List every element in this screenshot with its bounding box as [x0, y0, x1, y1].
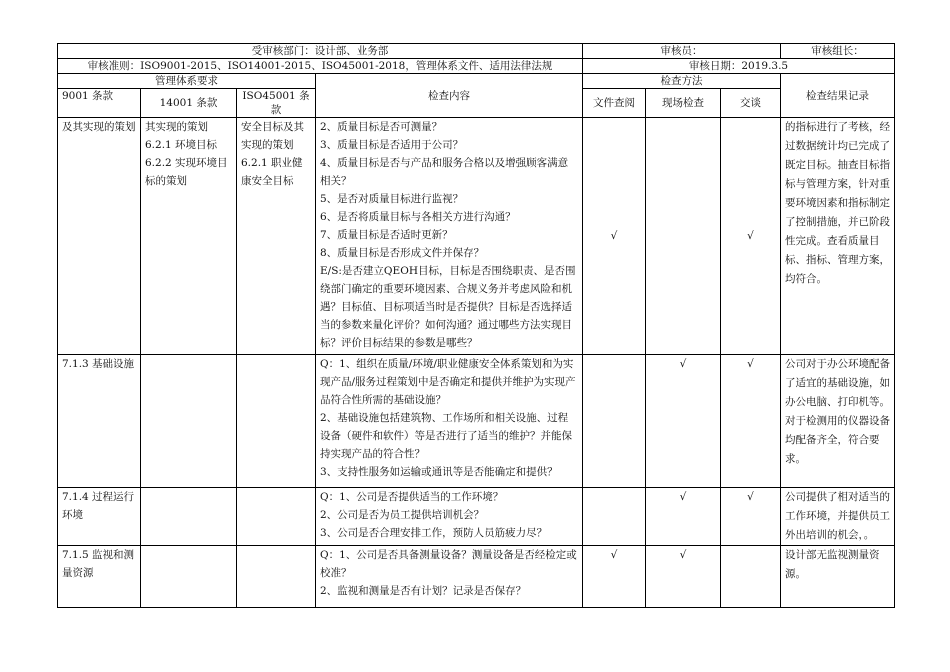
clause-14001: 其实现的策划 6.2.1 环境目标 6.2.2 实现环境目标的策划 [141, 118, 237, 355]
table-row [58, 488, 895, 546]
date-label: 审核日期： [688, 60, 742, 72]
criteria-value: ISO9001-2015、ISO14001-2015、ISO45001-2018，管理体系文件、适用法律法规 [140, 60, 553, 72]
result-record: 公司对于办公环境配备了适宜的基础设施，如办公电脑、打印机等。对于检测用的仪器设备均配备齐全，符合要求。 [781, 355, 895, 488]
site-check-mark: √ [646, 488, 721, 546]
criteria-cell [58, 59, 583, 74]
col-45001-header: ISO45001 条款 [237, 89, 316, 118]
content-line: 2、基础设施包括建筑物、工作场所和相关设施、过程设备（硬件和软件）等是否进行了适当的维护？并能保持实现产品的符合性？ [320, 412, 572, 460]
dept-value: 设计部、业务部 [314, 45, 389, 57]
content-line: Q：1、公司是否提供适当的工作环境？ [320, 491, 504, 503]
site-check-mark: √ [646, 355, 721, 488]
check-content [316, 355, 583, 488]
interview-mark: √ [721, 118, 781, 355]
clause-9001: 及其实现的策划 [58, 118, 141, 355]
content-line: 3、公司是否合理安排工作，预防人员筋疲力尽？ [320, 527, 548, 539]
result-record: 公司提供了相对适当的工作环境，并提供员工外出培训的机会，。 [781, 488, 895, 546]
date-value: 2019.3.5 [741, 60, 789, 72]
interview-mark: √ [721, 488, 781, 546]
column-group-row [58, 74, 895, 89]
method-group-header: 检查方法 [583, 74, 781, 89]
doc-review-header: 文件查阅 [583, 89, 646, 118]
header-row-criteria [58, 59, 895, 74]
clause-14001 [141, 355, 237, 488]
interview-header: 交谈 [721, 89, 781, 118]
date-cell [583, 59, 895, 74]
content-line: Q：1、公司是否具备测量设备？测量设备是否经检定或校准？ [320, 549, 577, 579]
doc-review-mark: √ [583, 118, 646, 355]
dept-cell [58, 44, 583, 59]
auditor-label: 审核员： [660, 45, 703, 57]
site-check-mark [646, 118, 721, 355]
doc-review-mark [583, 355, 646, 488]
clause-9001: 7.1.5 监视和测量资源 [58, 546, 141, 608]
interview-mark [721, 546, 781, 608]
requirements-group-header: 管理体系要求 [58, 74, 316, 89]
dept-label: 受审核部门： [251, 45, 315, 57]
content-line: 3、质量目标是否适用于公司？ [320, 139, 464, 151]
content-line: 3、支持性服务如运输或通讯等是否能确定和提供？ [320, 466, 558, 478]
content-line: 2、监视和测量是否有计划？记录是否保存？ [320, 585, 527, 597]
check-content [316, 118, 583, 355]
clause-45001: 安全目标及其实现的策划 6.2.1 职业健康安全目标 [237, 118, 316, 355]
content-line: 2、公司是否为员工提供培训机会？ [320, 509, 485, 521]
content-header: 检查内容 [316, 74, 583, 118]
result-record: 的指标进行了考核，经过数据统计均已完成了既定目标。抽查目标指标与管理方案，针对重要环境因素和指标制定了控制措施，并已阶段性完成。查看质量目标、指标、管理方案，均符合。 [781, 118, 895, 355]
header-row-dept [58, 44, 895, 59]
clause-14001 [141, 546, 237, 608]
site-check-header: 现场检查 [646, 89, 721, 118]
leader-cell [781, 44, 895, 59]
auditor-cell [583, 44, 781, 59]
content-line: 6、是否将质量目标与各相关方进行沟通？ [320, 211, 516, 223]
content-line: E/S:是否建立QEOH目标，目标是否围绕职责、是否围绕部门确定的重要环境因素、合规义务并考虑风险和机遇？目标值、目标项适当时是否提供？目标是否选择适当的参数来量化评价？如何沟通？通过哪些方法实现目标？评价目标结果的参数是哪些？ [320, 265, 576, 349]
clause-45001 [237, 488, 316, 546]
col-14001-header: 14001 条款 [141, 89, 237, 118]
result-header: 检查结果记录 [781, 74, 895, 118]
clause-14001 [141, 488, 237, 546]
clause-45001 [237, 546, 316, 608]
doc-review-mark [583, 488, 646, 546]
interview-mark: √ [721, 355, 781, 488]
criteria-label: 审核准则： [87, 60, 141, 72]
clause-9001: 7.1.3 基础设施 [58, 355, 141, 488]
result-record: 设计部无监视测量资源。 [781, 546, 895, 608]
col-9001-header: 9001 条款 [58, 89, 141, 118]
content-line: 7、质量目标是否适时更新？ [320, 229, 453, 241]
site-check-mark: √ [646, 546, 721, 608]
clause-9001: 7.1.4 过程运行环境 [58, 488, 141, 546]
content-line: 4、质量目标是否与产品和服务合格以及增强顾客满意相关？ [320, 157, 569, 187]
content-line: Q：1、组织在质量/环境/职业健康安全体系策划和为实现产品/服务过程策划中是否确定和提供并维护为实现产品符合性所需的基础设施？ [320, 358, 576, 406]
table-row [58, 355, 895, 488]
table-row [58, 546, 895, 608]
content-line: 8、质量目标是否形成文件并保存？ [320, 247, 485, 259]
content-line: 2、质量目标是否可测量？ [320, 121, 443, 133]
doc-review-mark: √ [583, 546, 646, 608]
clause-45001 [237, 355, 316, 488]
content-line: 5、是否对质量目标进行监视？ [320, 193, 464, 205]
table-row [58, 118, 895, 355]
leader-label: 审核组长： [811, 45, 864, 57]
audit-checklist-table [57, 43, 895, 608]
check-content [316, 546, 583, 608]
check-content [316, 488, 583, 546]
